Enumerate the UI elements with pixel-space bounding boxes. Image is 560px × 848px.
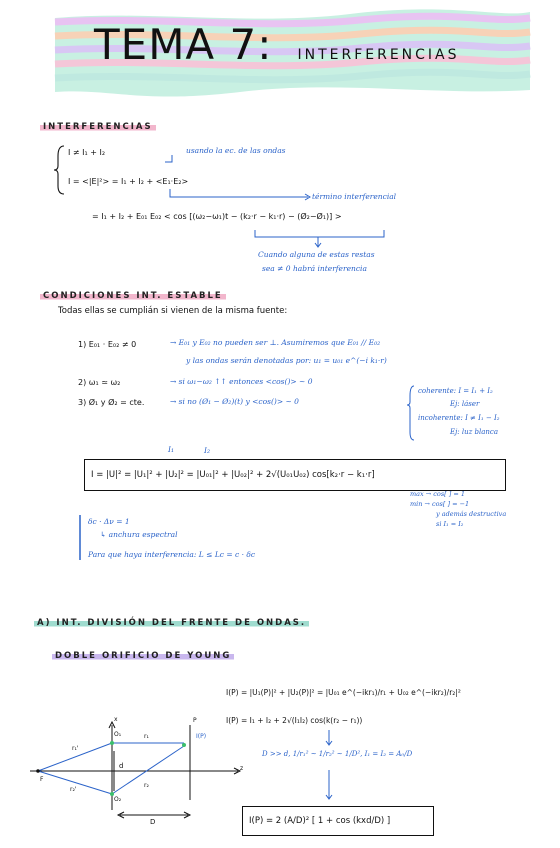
label-i2: I₂	[204, 446, 210, 455]
f-point	[36, 769, 40, 773]
coh-2: incoherente: I ≠ I₁ − I₂	[418, 414, 500, 422]
label-i1: I₁	[168, 445, 174, 454]
note-b: sea ≠ 0 habrá interferencia	[262, 264, 367, 273]
eq-line2: I = <|E|²> = I₁ + I₂ + <E₁·E₂>	[68, 177, 189, 186]
cond-3-note: → si no (Ø₁ − Ø₂)(t) y <cos()> ~ 0	[170, 397, 299, 406]
title-tema: TEMA 7:	[94, 20, 273, 69]
diag-ip: I(P)	[196, 733, 207, 740]
min-note3: si I₁ = I₂	[436, 520, 464, 528]
diag-r2p: r₂'	[70, 786, 77, 793]
coh-1b: Ej: láser	[450, 400, 480, 408]
dv: δc · Δν = 1	[88, 517, 130, 526]
coh-2b: Ej: luz blanca	[450, 428, 499, 436]
cond-2-note: → si ω₁−ω₂ ↑↑ entonces <cos()> ~ 0	[170, 377, 313, 386]
interference-condition: Para que haya interferencia: L ≤ Lc = c · δc	[88, 550, 256, 559]
cond-3: 3) Ø₁ y Ø₂ = cte.	[78, 398, 145, 407]
cond-1: 1) E₀₁ · E₀₂ ≠ 0	[78, 340, 137, 349]
coh-1: coherente: I = I₁ + I₂	[418, 387, 493, 395]
cond-1-note: → E₀₁ y E₀₂ no pueden ser ⊥. Asumiremos que E₀₁ // E₀₂	[170, 338, 381, 347]
min-note: min → cos[ ] = −1	[410, 500, 470, 508]
section-interferencias-label: INTERFERENCIAS	[40, 122, 156, 132]
diag-f: F	[40, 776, 44, 783]
title-subject: INTERFERENCIAS	[297, 47, 460, 63]
diag-o1: O₁	[114, 731, 122, 738]
boxed-formula-text: I = |U|² = |U₁|² + |U₂|² = |U₀₁|² + |U₀₂|² + 2√(U₀₁U₀₂) cos[k₂·r − k₁·r]	[91, 470, 375, 480]
diag-r1: r₁	[144, 733, 149, 740]
cond-intro: Todas ellas se cumplián si vienen de la misma fuente:	[58, 306, 288, 316]
diag-r1p: r₁'	[72, 745, 79, 752]
eq-line3: = I₁ + I₂ + E₀₁ E₀₂ < cos [(ω₂−ω₁)t − (k₂·r − k₁·r) − (Ø₂−Ø₁)] >	[92, 212, 342, 221]
min-note2: y además destructiva	[436, 510, 507, 518]
young-final-text: I(P) = 2 (A/D)² [ 1 + cos (kxd/D) ]	[249, 816, 391, 826]
note-a: Cuando alguna de estas restas	[258, 250, 375, 259]
max-note: max → cos[ ] = 1	[410, 490, 466, 498]
young-eq3: D >> d, 1/r₁² ~ 1/r₂² ~ 1/D², I₁ = I₂ = A₀/D	[262, 750, 413, 758]
o1-point	[110, 741, 114, 745]
section-condiciones-label: CONDICIONES INT. ESTABLE	[40, 291, 226, 301]
diag-o2: O₂	[114, 796, 122, 803]
diag-d: d	[119, 762, 124, 770]
eq-line1: I ≠ I₁ + I₂	[68, 148, 106, 157]
diag-z: z	[240, 765, 244, 772]
diag-D: D	[150, 818, 156, 826]
young-eq1: I(P) = |U₁(P)|² + |U₂(P)|² = |U₀₁ e^(−ikr₁)/r₁ + U₀₂ e^(−ikr₂)/r₂|²	[226, 688, 461, 697]
dv-note: ↳ anchura espectral	[100, 530, 178, 539]
section-young-label: DOBLE ORIFICIO DE YOUNG	[52, 651, 234, 661]
cond-1-note2: y las ondas serán denotadas por: u₁ = u₀₁ e^(−i k₁·r)	[186, 356, 387, 365]
cond-2: 2) ω₁ ≃ ω₂	[78, 378, 121, 387]
section-division-label: A) INT. DIVISIÓN DEL FRENTE DE ONDAS.	[34, 618, 309, 628]
diag-r2: r₂	[144, 782, 149, 789]
young-eq2: I(P) = I₁ + I₂ + 2√(I₁I₂) cos(k(r₂ − r₁))	[226, 716, 363, 725]
eq-line1-note: usando la ec. de las ondas	[186, 146, 286, 155]
diag-p: P	[193, 717, 197, 724]
diag-x: x	[114, 716, 118, 723]
p-point	[182, 743, 186, 747]
eq-line2-note: término interferencial	[312, 192, 397, 201]
